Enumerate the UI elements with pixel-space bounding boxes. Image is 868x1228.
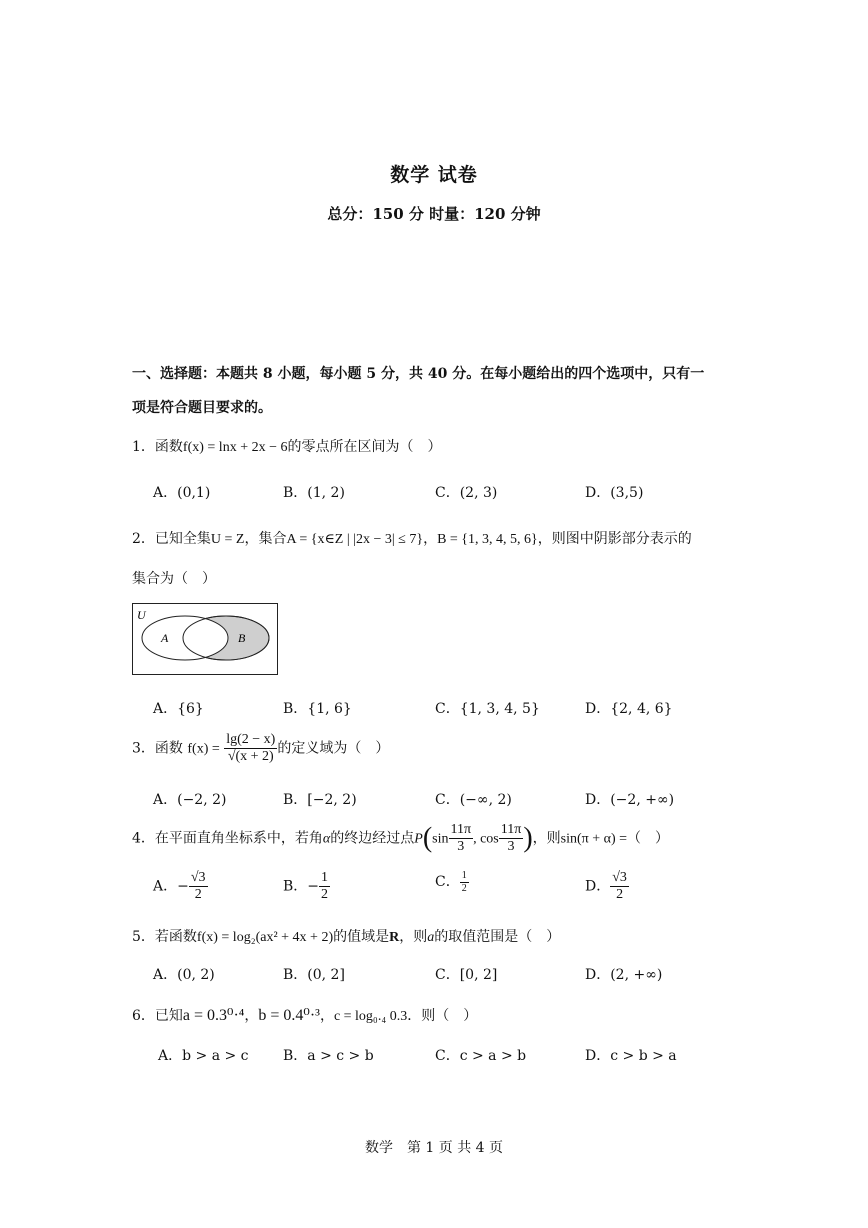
q3-option-a: A．(−2, 2): [153, 792, 227, 808]
page-title: 数学 试卷: [390, 164, 478, 186]
q2-separator: ，: [423, 531, 438, 547]
q6-a-expression: a = 0.3⁰·⁴: [182, 1007, 245, 1024]
question-2-line2: 集合为（ ）: [132, 571, 216, 587]
q6-c-expression: c = log₀.₄ 0.3: [333, 1009, 408, 1024]
question-6: [132, 1005, 477, 1025]
q6-b-expression: b = 0.4⁰·³: [258, 1007, 320, 1024]
q6-option-d: D．c > b > a: [585, 1048, 677, 1064]
q4-frac1-num: 11π: [449, 822, 474, 839]
question-1: [132, 436, 441, 456]
q4-text1: 4．在平面直角坐标系中，若角: [132, 830, 323, 847]
q4-cos: , cos: [473, 831, 499, 847]
q4-option-c-label: C．: [435, 874, 460, 890]
q2-text-b: ，集合: [244, 531, 287, 547]
q4-option-d-den: 2: [616, 887, 624, 903]
q5-text2: 的值域是: [333, 929, 390, 945]
q5-option-c: C．[0, 2]: [435, 967, 498, 983]
venn-label-a: A: [161, 631, 169, 645]
q3-numerator: lg(2 − x): [224, 732, 277, 749]
q5-option-d: D．(2, +∞): [585, 967, 663, 983]
q3-number: 3．函数: [132, 740, 183, 757]
section-heading-line2: 项是符合题目要求的。: [132, 400, 272, 416]
venn-label-u: U: [137, 608, 146, 622]
q4-paren-open: (: [422, 822, 433, 854]
q4-option-b: [283, 870, 330, 903]
q4-option-b-label: B．−: [283, 878, 320, 895]
q6-option-c: C．c > a > b: [435, 1048, 527, 1064]
q4-option-d: [585, 870, 629, 903]
q4-frac2-num: 11π: [499, 822, 524, 839]
venn-label-b: B: [238, 631, 246, 645]
q1-number: 1．函数: [132, 439, 183, 455]
q1-tail: 的零点所在区间为（ ）: [287, 439, 442, 455]
section-heading-line1: 一、选择题：本题共 8 小题，每小题 5 分，共 40 分。在每小题给出的四个选项中，只有一: [132, 366, 705, 382]
q6-sep-1: ，: [244, 1008, 259, 1024]
q2-option-b: B．{1, 6}: [283, 701, 352, 717]
q4-option-a: [153, 870, 208, 903]
q5-text4: 的取值范围是（ ）: [434, 929, 561, 945]
q6-text1: 6．已知: [132, 1008, 183, 1024]
q5-text3: ，则: [399, 929, 428, 945]
q2-set-a: A = {x∈Z | |2x − 3| ≤ 7}: [286, 532, 424, 547]
q4-option-d-fraction: [610, 870, 629, 903]
q4-option-b-den: 2: [321, 887, 329, 903]
q6-sep-2: ，: [319, 1008, 334, 1024]
q4-paren-close: ): [523, 822, 533, 854]
q1-option-d: D．(3,5): [585, 485, 644, 501]
q4-option-b-num: 1: [319, 870, 330, 887]
q5-text1: 5．若函数: [132, 929, 197, 945]
q2-option-c: C．{1, 3, 4, 5}: [435, 701, 540, 717]
q5-option-a: A．(0, 2): [153, 967, 215, 983]
q1-option-b: B．(1, 2): [283, 485, 345, 501]
q4-option-d-num: √3: [610, 870, 629, 887]
q1-expression: f(x) = lnx + 2x − 6: [182, 440, 288, 455]
question-2-line1: [132, 528, 692, 548]
q2-set-b: B = {1, 3, 4, 5, 6}: [437, 532, 538, 547]
q1-option-c: C．(2, 3): [435, 485, 498, 501]
q4-point-p: P: [414, 831, 423, 847]
q2-text-c: ，则图中阴影部分表示的: [537, 531, 692, 547]
q4-option-b-fraction: [319, 870, 330, 903]
q4-text2: 的终边经过点: [330, 830, 415, 847]
q4-option-a-fraction: [189, 870, 208, 903]
q5-option-b: B．(0, 2]: [283, 967, 345, 983]
q4-frac2-den: 3: [507, 839, 515, 855]
q5-expression: f(x) = log₂(ax² + 4x + 2): [196, 930, 334, 945]
q2-option-a: A．{6}: [153, 701, 204, 717]
question-4: [132, 822, 669, 855]
q3-option-d: D．(−2, +∞): [585, 792, 675, 808]
q6-option-b: B．a > c > b: [283, 1048, 374, 1064]
q4-tail: （ ）: [627, 830, 669, 847]
q4-alpha: α: [322, 831, 331, 847]
q4-option-a-num: √3: [189, 870, 208, 887]
q3-fraction: [224, 732, 277, 765]
question-5: [132, 926, 560, 946]
page-subtitle: 总分：150 分 时量：120 分钟: [327, 205, 541, 223]
q1-option-a: A．(0,1): [153, 485, 211, 501]
q4-option-c-den: 2: [461, 882, 467, 894]
q6-tail: ．则（ ）: [407, 1008, 478, 1024]
q4-option-c: [435, 870, 469, 894]
q2-text-a: 2．已知全集: [132, 531, 211, 547]
q5-var-a: a: [427, 930, 435, 945]
q4-option-c-num: 1: [461, 870, 467, 881]
q4-option-a-den: 2: [194, 887, 202, 903]
question-3: [132, 732, 389, 765]
q4-fraction-1: [449, 822, 474, 855]
q2-option-d: D．{2, 4, 6}: [585, 701, 673, 717]
q3-option-c: C．(−∞, 2): [435, 792, 512, 808]
page-footer: 数学 第 1 页 共 4 页: [364, 1140, 504, 1156]
q4-option-d-label: D．: [585, 878, 611, 895]
q4-text3: ，则: [532, 830, 561, 847]
q4-option-c-fraction: [460, 870, 469, 894]
q3-option-b: B．[−2, 2): [283, 792, 357, 808]
venn-diagram: [132, 603, 278, 675]
q4-option-a-label: A．−: [153, 878, 189, 895]
q3-tail: 的定义域为（ ）: [277, 740, 390, 757]
q4-frac1-den: 3: [457, 839, 465, 855]
q5-reals: R: [389, 930, 400, 945]
q4-sin: sin: [432, 831, 449, 847]
venn-set-a: [142, 616, 228, 660]
q2-universal-set: U = Z: [210, 532, 245, 547]
q3-lhs: f(x) =: [187, 741, 220, 757]
q4-fraction-2: [499, 822, 524, 855]
q6-option-a: A．b > a > c: [158, 1048, 249, 1064]
q4-expression: sin(π + α) =: [560, 831, 627, 847]
q3-denominator: √(x + 2): [227, 749, 274, 765]
